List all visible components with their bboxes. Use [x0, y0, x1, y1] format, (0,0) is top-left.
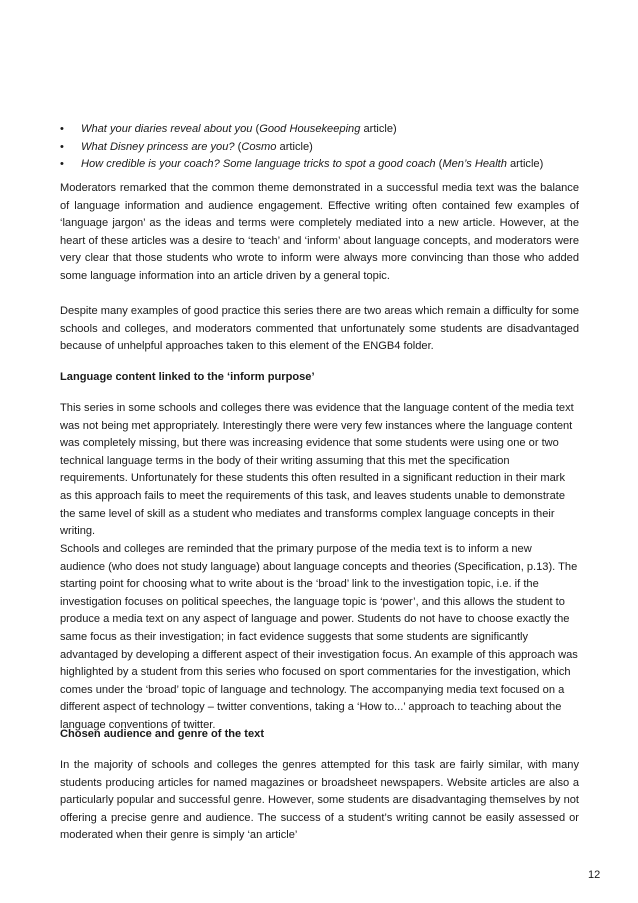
- section-heading-audience-genre: Chosen audience and genre of the text: [60, 728, 265, 740]
- list-item: • What Disney princess are you? (Cosmo article): [60, 139, 590, 157]
- list-item: • What your diaries reveal about you (Good Housekeeping article): [60, 121, 590, 139]
- bullet-icon: •: [60, 123, 64, 135]
- bullet-icon: •: [60, 140, 64, 153]
- paragraph-genres: In the majority of schools and colleges the genres attempted for this task are fairly similar, with many students producing articles for named magazines or broadsheet newspapers. Website articles are also a particularly popular and successful genre. However, some students are disadvantaging themselves by not offering a precise genre and audience. The success of a student’s writing cannot be easily assessed or moderated when their genre is simply ‘an article’: [60, 759, 579, 842]
- list-item: • How credible is your coach? Some language tricks to spot a good coach (Men’s Health article): [60, 156, 590, 174]
- paragraph-areas-of-difficulty: Despite many examples of good practice this series there are two areas which remain a difficulty for some schools and colleges, and moderators commented that unfortunately some students are disadvantaged because of unhelpful approaches taken to this element of the ENGB4 folder.: [60, 305, 579, 353]
- page-number: 12: [588, 869, 601, 881]
- bullet-icon: •: [60, 158, 64, 171]
- article-examples-list: [60, 121, 590, 174]
- paragraph-language-content: This series in some schools and colleges there was evidence that the language content of the media text was not being met appropriately. Interestingly there were very few instances where the language content was completely missing, but there was increasing evidence that some students were using one or two technical language terms in the body of their writing assuming that this met the specification requirements. Unfortunately for these students this often resulted in a significant reduction in their mark as this approach fails to meet the requirements of this task, and leaves students unable to demonstrate the same level of skill as a student who mediates and transforms complex language concepts in their writing.: [60, 402, 574, 538]
- section-heading-inform-purpose: Language content linked to the ‘inform purpose’: [60, 371, 315, 383]
- paragraph-primary-purpose: Schools and colleges are reminded that the primary purpose of the media text is to inform a new audience (who does not study language) about language concepts and theories (Specification, p.13). The starting point for choosing what to write about is the ‘broad’ link to the investigation topic, i.e. if the investigation focuses on political speeches, the language topic is ‘power’, and this allows the student to produce a media text on any aspect of language and power. Students do not have to choose exactly the same focus as their investigation; in fact evidence suggests that some students are significantly advantaged by developing a different aspect of their investigation focus. An example of this approach was highlighted by a student from this series who focused on sport commentaries for the investigation, which comes under the ‘broad’ topic of language and technology. The accompanying media text focused on a different aspect of technology – twitter conventions, taking a ‘How to...’ approach to teaching about the language conventions of twitter.: [60, 543, 578, 731]
- paragraph-moderators-remarks: Moderators remarked that the common theme demonstrated in a successful media text was the balance of language information and audience engagement. Effective writing often contained few examples of ‘language jargon’ as the ideas and terms were completely mediated into a new article. However, at the heart of these articles was a desire to ‘teach’ and ‘inform’ about language concepts, and moderators were very clear that those students who wrote to inform were always more convincing than those who added some language information into an article driven by a general topic.: [60, 182, 579, 282]
